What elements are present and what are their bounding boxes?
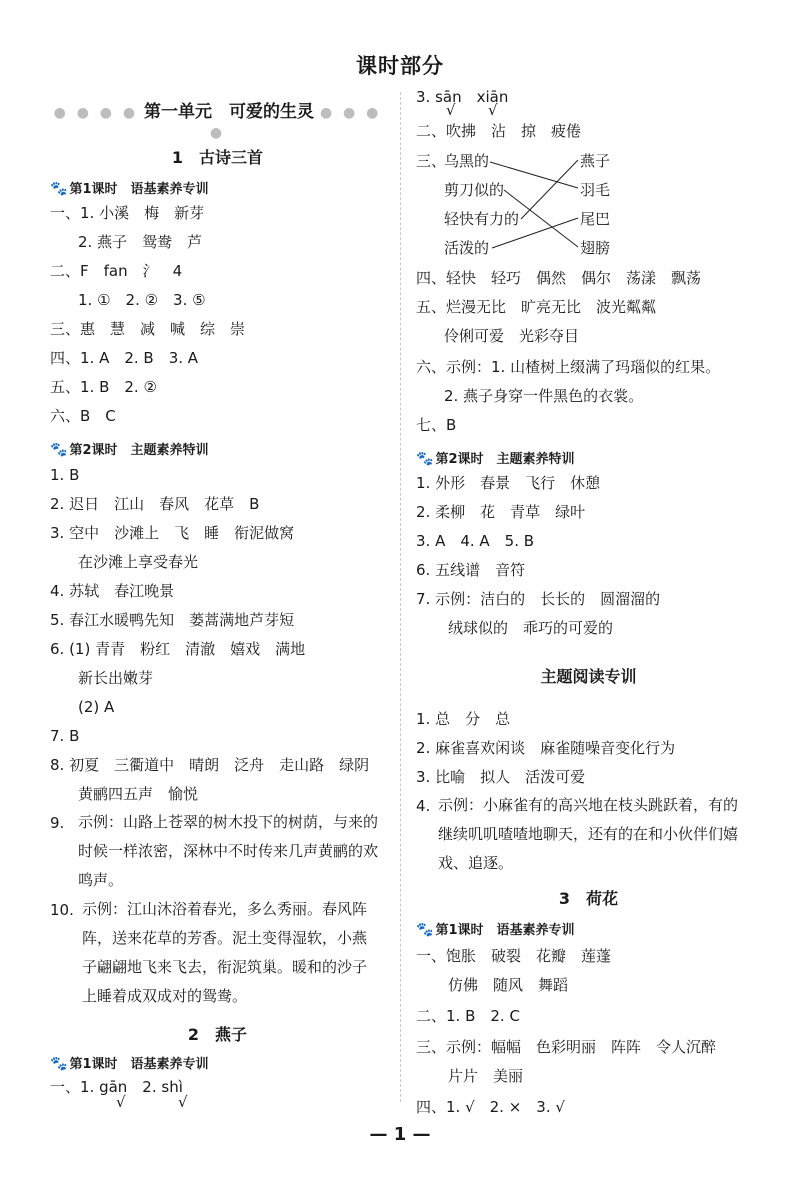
section-header xyxy=(416,448,574,467)
section-header-text: 第1课时 语基素养专训 xyxy=(69,1057,209,1072)
paw-icon: 🐾 xyxy=(416,451,434,467)
answer-line: 1. B xyxy=(50,466,80,484)
answer-line: 在沙滩上享受春光 xyxy=(78,553,199,571)
answer-line: 七、B xyxy=(416,416,457,434)
answer-line: 二、1. B 2. C xyxy=(416,1007,520,1025)
section-header xyxy=(50,439,208,458)
match-right-item: 翅膀 xyxy=(580,239,611,257)
answer-line: 仿佛 随风 舞蹈 xyxy=(448,976,569,994)
paragraph-line: 子翩翩地飞来飞去，衔泥筑巢。暖和的沙子 xyxy=(82,958,368,976)
answer-line: (2) A xyxy=(78,698,115,716)
section-header-text: 第2课时 主题素养特训 xyxy=(435,452,575,467)
paragraph-line: 继续叽叽喳喳地聊天，还有的在和小伙伴们嬉 xyxy=(438,825,739,843)
page-title: 课时部分 xyxy=(356,54,444,78)
section-header-text: 第1课时 语基素养专训 xyxy=(435,923,575,938)
unit-title-text: 第一单元 可爱的生灵 xyxy=(144,102,315,122)
answer-line: 三、惠 慧 减 喊 综 崇 xyxy=(50,320,246,338)
match-right-item: 燕子 xyxy=(580,152,611,170)
question-number: 9. xyxy=(50,814,65,832)
answer-line: 3. sān xiān xyxy=(416,88,509,106)
answer-line: 二、吹拂 沾 掠 疲倦 xyxy=(416,122,582,140)
match-line xyxy=(492,218,578,248)
answer-line: 四、1. A 2. B 3. A xyxy=(50,349,199,367)
match-left-item: 活泼的 xyxy=(444,239,490,257)
paragraph-line: 示例：山路上苍翠的树木投下的树荫，与来的 xyxy=(78,813,379,831)
matching-lines xyxy=(416,0,761,300)
answer-line: 5. 春江水暖鸭先知 蒌蒿满地芦芽短 xyxy=(50,611,295,629)
paw-icon: 🐾 xyxy=(416,922,434,938)
paw-icon: 🐾 xyxy=(50,442,68,458)
decorative-dots-left-icon: ● ● ● ● xyxy=(53,105,139,121)
answer-paragraph xyxy=(438,791,763,878)
unit-title xyxy=(50,97,385,142)
paragraph-line: 阵，送来花草的芳香。泥土变得湿软，小燕 xyxy=(82,929,368,947)
check-mark-icon: √ xyxy=(488,101,498,119)
answer-line: 6. (1) 青青 粉红 清澈 嬉戏 满地 xyxy=(50,640,306,658)
match-left-item: 剪刀似的 xyxy=(444,181,505,199)
reading-section-title: 主题阅读专训 xyxy=(540,667,637,686)
section-header xyxy=(50,1053,208,1072)
answer-line: 2. 柔柳 花 青草 绿叶 xyxy=(416,503,586,521)
answer-line: 2. 燕子 鸳鸯 芦 xyxy=(78,233,203,251)
paragraph-line: 鸣声。 xyxy=(78,871,124,889)
column-divider xyxy=(400,92,402,1102)
paragraph-line: 上睡着成双成对的鸳鸯。 xyxy=(82,987,248,1005)
match-right-item: 尾巴 xyxy=(580,210,611,228)
answer-line: 一、1. 小溪 梅 新芽 xyxy=(50,204,205,222)
answer-line: 1. ① 2. ② 3. ⑤ xyxy=(78,291,206,309)
check-mark-icon: √ xyxy=(178,1093,188,1111)
match-line xyxy=(521,160,578,219)
answer-line: 2. 麻雀喜欢闲谈 麻雀随噪音变化行为 xyxy=(416,739,676,757)
answer-line: 6. 五线谱 音符 xyxy=(416,561,526,579)
paragraph-line: 戏、追逐。 xyxy=(438,854,514,872)
answer-line: 1. 外形 春景 飞行 休憩 xyxy=(416,474,601,492)
answer-line: 3. A 4. A 5. B xyxy=(416,532,535,550)
question-number: 4. xyxy=(416,797,431,815)
paw-icon: 🐾 xyxy=(50,181,68,197)
answer-line: 8. 初夏 三衢道中 晴朗 泛舟 走山路 绿阴 xyxy=(50,756,370,774)
match-left-item: 乌黑的 xyxy=(444,152,490,170)
answer-line: 3. 空中 沙滩上 飞 睡 衔泥做窝 xyxy=(50,524,295,542)
answer-line: 绒球似的 乖巧的可爱的 xyxy=(448,619,614,637)
match-right-item: 羽毛 xyxy=(580,181,611,199)
answer-line: 一、1. gān 2. shì xyxy=(50,1078,183,1096)
answer-line: 2. 燕子身穿一件黑色的衣裳。 xyxy=(444,387,644,405)
answer-line: 7. 示例：洁白的 长长的 圆溜溜的 xyxy=(416,590,661,608)
match-line xyxy=(490,162,578,188)
answer-line: 片片 美丽 xyxy=(448,1067,524,1085)
section-header xyxy=(416,919,574,938)
answer-line: 3. 比喻 拟人 活泼可爱 xyxy=(416,768,586,786)
paragraph-line: 示例：小麻雀有的高兴地在枝头跳跃着，有的 xyxy=(438,796,739,814)
answer-line: 一、饱胀 破裂 花瓣 莲蓬 xyxy=(416,947,612,965)
answer-line: 六、示例：1. 山楂树上缀满了玛瑙似的红果。 xyxy=(416,358,721,376)
answer-line: 4. 苏轼 春江晚景 xyxy=(50,582,175,600)
paw-icon: 🐾 xyxy=(50,1056,68,1072)
answer-line: 1. 总 分 总 xyxy=(416,710,511,728)
match-left-item: 轻快有力的 xyxy=(444,210,520,228)
answer-line: 六、B C xyxy=(50,407,116,425)
answer-paragraph xyxy=(82,895,392,1011)
paragraph-line: 示例：江山沐浴着春光，多么秀丽。春风阵 xyxy=(82,900,368,918)
lesson-3-title: 3 荷花 xyxy=(558,889,619,908)
answer-line: 四、1. √ 2. × 3. √ xyxy=(416,1098,565,1116)
check-mark-icon: √ xyxy=(116,1093,126,1111)
decorative-dots-right-icon: ● ● ● ● xyxy=(209,105,382,141)
question-number: 10. xyxy=(50,901,74,919)
answer-line: 四、轻快 轻巧 偶然 偶尔 荡漾 飘荡 xyxy=(416,269,702,287)
lesson-1-title: 1 古诗三首 xyxy=(171,148,264,167)
answer-line: 伶俐可爱 光彩夺目 xyxy=(444,327,580,345)
answer-line: 2. 迟日 江山 春风 花草 B xyxy=(50,495,260,513)
lesson-2-title: 2 燕子 xyxy=(187,1025,248,1044)
paragraph-line: 时候一样浓密，深林中不时传来几声黄鹂的欢 xyxy=(78,842,379,860)
page-number: — 1 — xyxy=(369,1124,431,1145)
answer-line: 7. B xyxy=(50,727,80,745)
check-mark-icon: √ xyxy=(446,101,456,119)
answer-line: 五、1. B 2. ② xyxy=(50,378,157,396)
section-header-text: 第2课时 主题素养特训 xyxy=(69,443,209,458)
section-header-text: 第1课时 语基素养专训 xyxy=(69,182,209,197)
answer-line: 五、烂漫无比 旷亮无比 波光粼粼 xyxy=(416,298,657,316)
answer-paragraph xyxy=(78,808,388,895)
answer-line: 新长出嫩芽 xyxy=(78,669,154,687)
section-header xyxy=(50,178,208,197)
answer-line: 三、示例：幅幅 色彩明丽 阵阵 令人沉醉 xyxy=(416,1038,717,1056)
answer-line: 黄鹂四五声 愉悦 xyxy=(78,785,199,803)
answer-line: 二、F fan 氵 4 xyxy=(50,262,183,280)
matching-prefix: 三、 xyxy=(416,152,447,170)
